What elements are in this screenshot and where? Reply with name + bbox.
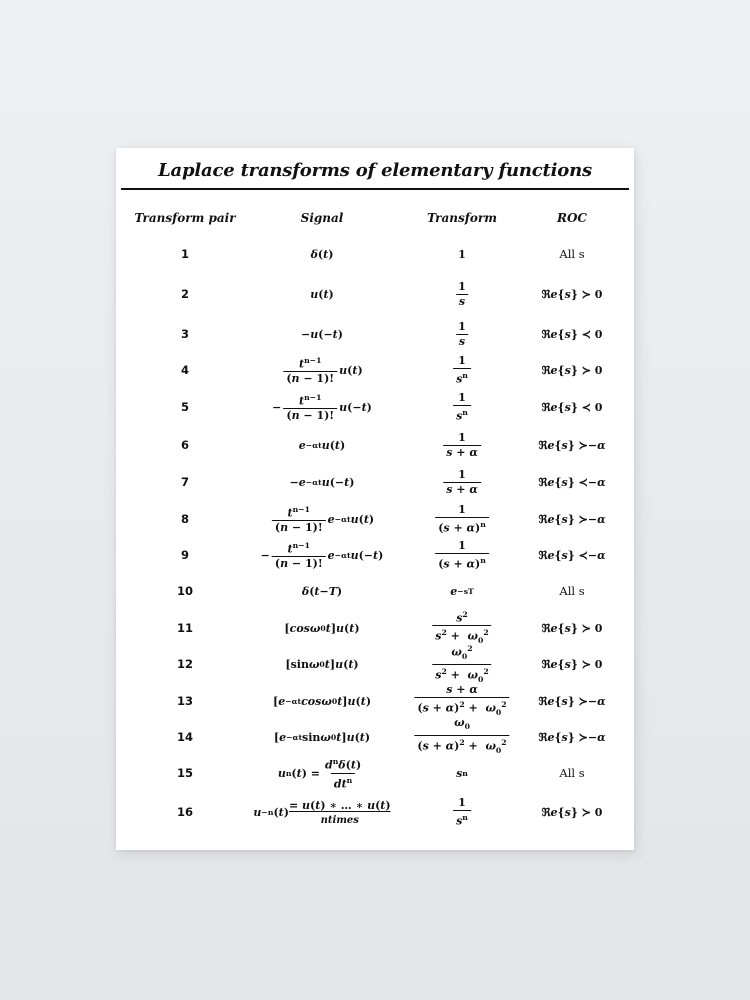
table-row bbox=[116, 274, 634, 314]
signal-cell: − $\frac{t^{n-1}}{(n - 1)!}$ e −αt u (− t ) bbox=[260, 540, 384, 571]
signal-cell: $\frac{t^{n-1}}{(n - 1)!}$ u ( t ) bbox=[281, 350, 362, 390]
table-row bbox=[116, 234, 634, 274]
transform-cell: $\frac{1}{s}$ bbox=[453, 314, 471, 354]
header-signal: Signal bbox=[300, 211, 344, 225]
transform-cell: $\frac{1}{(s + \alpha)^n}$ bbox=[433, 535, 491, 575]
table-row bbox=[116, 792, 634, 832]
roc-cell: ℜ e { s } ≻ 0 bbox=[541, 363, 603, 377]
transform-cell: $\frac{1}{s}$ bbox=[453, 274, 471, 314]
signal-cell: − u (− t ) bbox=[301, 327, 343, 341]
roc-cell: All s bbox=[559, 766, 585, 780]
table-row bbox=[116, 717, 634, 757]
pair-number: 16 bbox=[176, 805, 194, 819]
table-row bbox=[116, 425, 634, 465]
pair-number: 9 bbox=[180, 548, 190, 562]
signal-cell: e −αt u ( t ) bbox=[298, 438, 346, 452]
roc-cell: ℜ e { s } ≻ 0 bbox=[541, 621, 603, 635]
pair-number: 4 bbox=[180, 363, 190, 377]
pair-number: 6 bbox=[180, 438, 190, 452]
roc-cell: ℜ e { s } ≺− α bbox=[538, 548, 606, 562]
pair-number: 12 bbox=[176, 657, 194, 671]
signal-cell: u ( t ) bbox=[310, 287, 334, 301]
transform-cell: 1 bbox=[458, 247, 466, 261]
roc-cell: ℜ e { s } ≻ 0 bbox=[541, 805, 603, 819]
pair-number: 1 bbox=[180, 247, 190, 261]
transform-cell: $\frac{1}{(s + \alpha)^n}$ bbox=[433, 499, 491, 539]
transform-cell: $\frac{s + \alpha}{(s + \alpha)^2 + \omega_0^2}$ bbox=[412, 681, 511, 721]
pair-number: 15 bbox=[176, 766, 194, 780]
pair-number: 14 bbox=[176, 730, 194, 744]
pair-number: 8 bbox=[180, 512, 190, 526]
pair-number: 3 bbox=[180, 327, 190, 341]
title-rule bbox=[121, 188, 629, 190]
transform-cell: $\frac{s^2}{s^2 + \omega_0^2}$ bbox=[430, 608, 493, 648]
table-row bbox=[116, 350, 634, 390]
pair-number: 13 bbox=[176, 694, 194, 708]
signal-cell: [ cos ω 0 t ] u ( t ) bbox=[284, 621, 360, 635]
header-transform-pair: Transform pair bbox=[134, 211, 236, 225]
signal-cell: δ ( t ) bbox=[310, 247, 334, 261]
poster bbox=[116, 148, 634, 850]
roc-cell: ℜ e { s } ≻− α bbox=[538, 694, 606, 708]
transform-cell: $\frac{1}{s + \alpha}$ bbox=[441, 425, 483, 465]
roc-cell: ℜ e { s } ≻− α bbox=[538, 512, 606, 526]
table-row bbox=[116, 499, 634, 539]
transform-cell: e −sT bbox=[450, 584, 474, 598]
signal-cell: u n ( t ) = $\frac{d^n\delta(t)}{dt^n}$ bbox=[277, 756, 362, 791]
header-roc: ROC bbox=[557, 211, 587, 225]
signal-cell: − e −αt u (− t ) bbox=[289, 475, 355, 489]
table-row bbox=[116, 644, 634, 684]
pair-number: 5 bbox=[180, 400, 190, 414]
roc-cell: ℜ e { s } ≻ 0 bbox=[541, 657, 603, 671]
table-row bbox=[116, 608, 634, 648]
page-title: Laplace transforms of elementary functions bbox=[158, 160, 592, 181]
roc-cell: ℜ e { s } ≻− α bbox=[538, 438, 606, 452]
transform-cell: $\frac{1}{s^n}$ bbox=[451, 792, 473, 832]
transform-cell: $\frac{1}{s^n}$ bbox=[451, 350, 473, 390]
table-row bbox=[116, 681, 634, 721]
transform-cell: $\frac{1}{s + \alpha}$ bbox=[441, 462, 483, 502]
signal-cell: u −n ( t ) = u(t) ∗ … ∗ u(t) ntimes bbox=[253, 798, 391, 826]
transform-cell: s n bbox=[456, 766, 468, 780]
pair-number: 10 bbox=[176, 584, 194, 598]
roc-cell: All s bbox=[559, 584, 585, 598]
table-row bbox=[116, 314, 634, 354]
signal-cell: [sin ω 0 t ] u ( t ) bbox=[285, 657, 359, 671]
pair-number: 11 bbox=[176, 621, 194, 635]
signal-cell: [ e −αt cos ω 0 t ] u ( t ) bbox=[272, 694, 372, 708]
table-row bbox=[116, 753, 634, 793]
header-transform: Transform bbox=[427, 211, 497, 225]
table-row bbox=[116, 462, 634, 502]
transform-cell: $\frac{\omega_0^2}{s^2 + \omega_0^2}$ bbox=[430, 644, 493, 684]
roc-cell: ℜ e { s } ≻− α bbox=[538, 730, 606, 744]
table-row bbox=[116, 571, 634, 611]
signal-cell: − $\frac{t^{n-1}}{(n - 1)!}$ u (− t ) bbox=[272, 392, 372, 423]
roc-cell: ℜ e { s } ≺− α bbox=[538, 475, 606, 489]
signal-cell: [ e −αt sin ω 0 t ] u ( t ) bbox=[273, 730, 371, 744]
pair-number: 7 bbox=[180, 475, 190, 489]
transform-cell: $\frac{\omega_0}{(s + \alpha)^2 + \omega_0^2}$ bbox=[412, 717, 511, 757]
roc-cell: ℜ e { s } ≻ 0 bbox=[541, 287, 603, 301]
roc-cell: All s bbox=[559, 247, 585, 261]
signal-cell: $\frac{t^{n-1}}{(n - 1)!}$ e −αt u ( t ) bbox=[270, 499, 374, 539]
table-row bbox=[116, 387, 634, 427]
transform-cell: $\frac{1}{s^n}$ bbox=[451, 387, 473, 427]
pair-number: 2 bbox=[180, 287, 190, 301]
table-row bbox=[116, 535, 634, 575]
signal-cell: δ ( t − T ) bbox=[301, 584, 343, 598]
roc-cell: ℜ e { s } ≺ 0 bbox=[541, 400, 603, 414]
roc-cell: ℜ e { s } ≺ 0 bbox=[541, 327, 603, 341]
